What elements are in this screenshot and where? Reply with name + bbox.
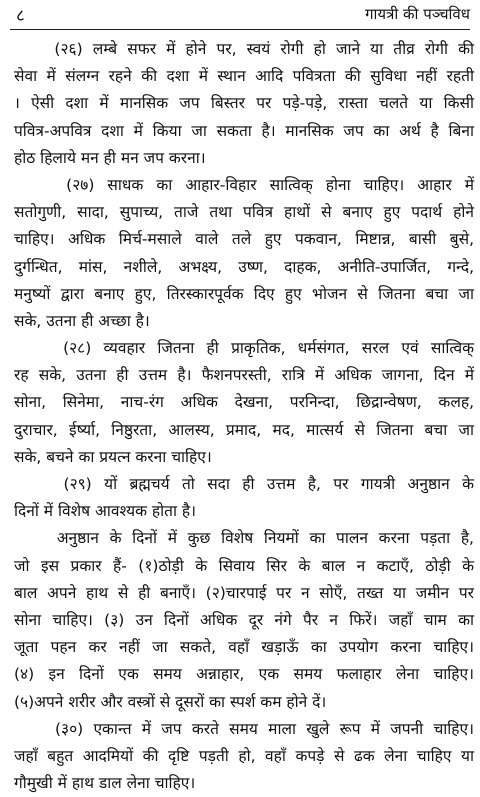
text-line: दुर्गन्धित, मांस, नशीले, अभक्ष्य, उष्ण, दाहक, अनीति-उपार्जित, गन्दे,: [14, 257, 474, 276]
text-line: सके, बचने का प्रयत्न करना चाहिए।: [14, 447, 212, 466]
text-line: जूता पहन कर नहीं जा सकते, वहाँ खड़ाऊँ का उपयोग करना चाहिए।: [14, 638, 474, 657]
text-line: जहाँ बहुत आदमियों की दृष्टि पड़ती हो, वहाँ कपड़े से ढक लेना चाहिए या: [14, 746, 474, 765]
text-line: पवित्र-अपवित्र दशा में किया जा सकता है। मानसिक जप का अर्थ है बिना: [14, 121, 474, 140]
text-line: (४) इन दिनों एक समय अन्नाहार, एक समय फलाहार लेना चाहिए।: [14, 665, 474, 684]
text-line: चाहिए। अधिक मिर्च-मसाले वाले तले हुए पकवान, मिष्टान्न, बासी बुसे,: [14, 230, 474, 249]
text-line: दुराचार, ईर्ष्या, निष्ठुरता, आलस्य, प्रमाद, मद, मात्सर्य से जितना बचा जा: [14, 420, 474, 439]
text-line: (२६) लम्बे सफर में होने पर, स्वयं रोगी हो जाने या तीव्र रोगी की: [14, 40, 474, 58]
text-line: मनुष्यों द्वारा बनाए हुए, तिरस्कारपूर्वक दिए हुए भोजन से जितना बचा जा: [14, 284, 474, 303]
text-line: सेवा में संलग्न रहने की दशा में स्थान आदि पवित्रता की सुविधा नहीं रहती: [14, 67, 474, 86]
header-rule: [10, 29, 470, 30]
text-line: सतोगुणी, सादा, सुपाच्य, ताजे तथा पवित्र हाथों से बनाए हुए पदार्थ होने: [14, 203, 474, 222]
text-line: (५)अपने शरीर और वस्त्रों से दूसरों का स्पर्श कम होने दें।: [14, 692, 327, 711]
text-line: जो इस प्रकार हैं- (१)ठोड़ी के सिवाय सिर के बाल न कटाएँ, ठोड़ी के: [14, 556, 474, 575]
text-line: (२७) साधक का आहार-विहार सात्विक् होना चाहिए। आहार में: [14, 175, 474, 194]
running-title: गायत्री की पञ्चविध: [365, 5, 470, 23]
text-line: (२८) व्यवहार जितना ही प्राकृतिक, धर्मसंगत, सरल एवं सात्विक्: [14, 339, 474, 358]
text-line: (२९) यों ब्रह्मचर्य तो सदा ही उत्तम है, पर गायत्री अनुष्ठान के: [14, 475, 474, 493]
text-line: रह सके, उतना ही उत्तम है। फैशनपरस्ती, रात्रि में अधिक जागना, दिन में: [14, 366, 474, 385]
text-line: गौमुखी में हाथ डाल लेना चाहिए।: [14, 774, 196, 793]
text-line: सोना चाहिए। (३) उन दिनों अधिक दूर नंगे पैर न फिरें। जहाँ चाम का: [14, 610, 474, 629]
page-number: ८: [16, 6, 25, 26]
text-line: सोना, सिनेमा, नाच-रंग अधिक देखना, परनिन्दा, छिद्रान्वेषण, कलह,: [14, 393, 474, 412]
text-line: दिनों में विशेष आवश्यक होता है।: [14, 502, 197, 521]
text-line: बाल अपने हाथ से ही बनाएँ। (२)चारपाई पर न सोएँ, तख्त या जमीन पर: [14, 583, 474, 602]
page-header: [0, 0, 480, 30]
text-line: सके, उतना ही अच्छा है।: [14, 311, 150, 330]
body-text: [14, 36, 474, 797]
text-line: (३०) एकान्त में जप करते समय माला खुले रूप में जपनी चाहिए।: [14, 719, 474, 738]
text-line: अनुष्ठान के दिनों में कुछ विशेष नियमों का पालन करना पड़ता है,: [14, 529, 474, 548]
text-line: होठ हिलाये मन ही मन जप करना।: [14, 148, 206, 167]
text-line: । ऐसी दशा में मानसिक जप बिस्तर पर पड़े-पड़े, रास्ता चलते या किसी: [14, 94, 474, 113]
